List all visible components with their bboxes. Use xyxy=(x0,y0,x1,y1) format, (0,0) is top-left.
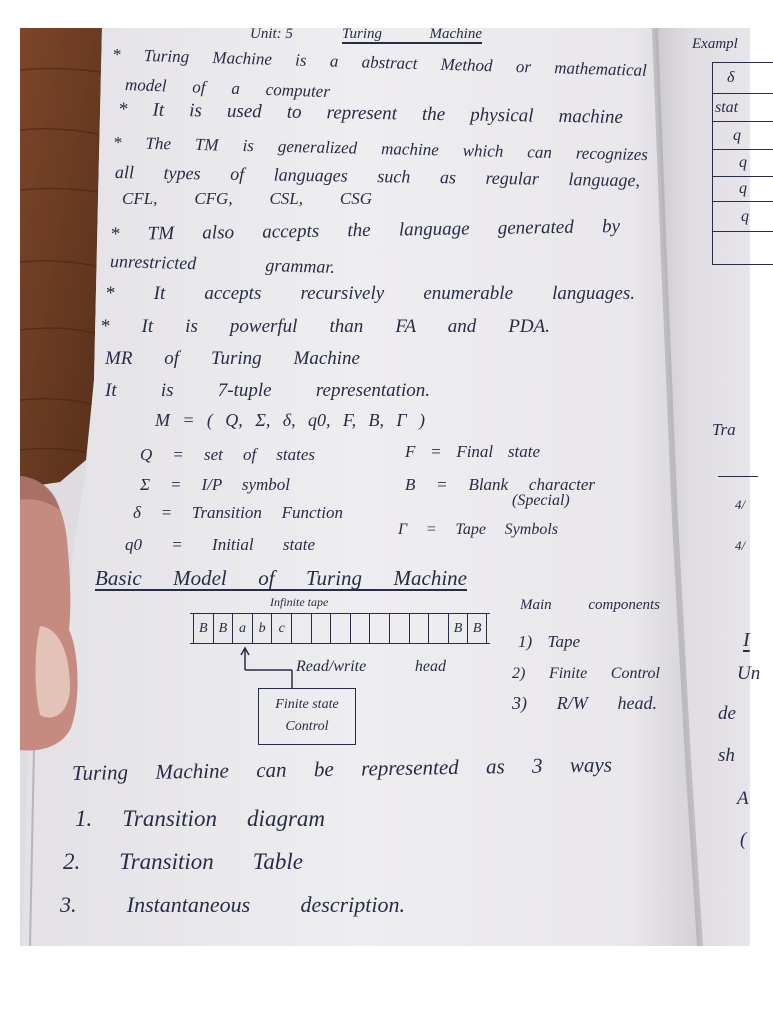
note-line: * TM also accepts the language generated by xyxy=(109,215,621,245)
right-page-line: ( xyxy=(740,829,747,850)
definition-states: Q = set of states xyxy=(140,445,315,464)
component-finite-control: 2) Finite Control xyxy=(512,665,660,682)
definition-transition-function: δ = Transition Function xyxy=(133,503,343,522)
read-write-head-arrow xyxy=(240,645,300,691)
way-item: 2. Transition Table xyxy=(63,849,303,874)
table-row: q xyxy=(713,177,773,202)
tape-cell xyxy=(330,614,350,643)
right-page-line: Un xyxy=(737,663,761,684)
note-line: * It accepts recursively enumerable languages. xyxy=(105,283,635,304)
wooden-table xyxy=(20,28,102,488)
definition-initial-state: q0 = Initial state xyxy=(125,535,315,554)
ways-title: Turing Machine can be represented as 3 ways xyxy=(71,752,613,785)
read-write-head-label: Read/write head xyxy=(296,658,446,675)
table-header: δ xyxy=(713,63,773,94)
note-line: all types of languages such as regular language, xyxy=(114,162,641,191)
tape-cell xyxy=(291,614,311,643)
right-page-heading: I xyxy=(743,629,750,651)
control-label-line1: Finite state xyxy=(275,697,339,712)
tape-cell: B xyxy=(193,614,213,643)
tape-cell: B xyxy=(467,614,487,643)
note-line: CFL, CFG, CSL, CSG xyxy=(122,189,372,208)
tuple-intro: It is 7-tuple representation. xyxy=(105,380,430,401)
note-line: model of a computer xyxy=(124,75,331,102)
way-item: 3. Instantaneous description. xyxy=(60,892,405,917)
right-page-line: sh xyxy=(718,745,735,766)
tape-label: Infinite tape xyxy=(270,595,329,609)
table-column-label: stat xyxy=(713,94,773,122)
tape-cell: B xyxy=(213,614,233,643)
tape-cell xyxy=(311,614,331,643)
definition-tape-symbols: Γ = Tape Symbols xyxy=(398,521,558,538)
definition-blank: B = Blank character xyxy=(405,475,595,494)
component-rw-head: 3) R/W head. xyxy=(512,693,657,713)
right-page-section: Tra xyxy=(712,420,736,439)
right-page-line: A xyxy=(737,788,749,809)
table-row: q xyxy=(713,202,773,232)
basic-model-heading: Basic Model of Turing Machine xyxy=(95,566,467,590)
tape-cell xyxy=(409,614,429,643)
tape-cell xyxy=(369,614,389,643)
note-line: * It is used to represent the physical machine xyxy=(117,99,624,128)
right-page-entry: 4/ xyxy=(735,497,746,512)
right-page-title: Exampl xyxy=(692,36,738,52)
tape-cell: c xyxy=(271,614,291,643)
definition-blank-note: (Special) xyxy=(512,492,570,509)
note-line: * It is powerful than FA and PDA. xyxy=(100,316,550,337)
tuple-formula: M = ( Q, Σ, δ, q0, F, B, Γ ) xyxy=(155,410,425,430)
components-title: Main components xyxy=(520,597,660,613)
tape-cell xyxy=(428,614,448,643)
control-label-line2: Control xyxy=(285,719,329,734)
right-page-entry: 4/ xyxy=(735,538,746,553)
table-row: q xyxy=(713,150,773,177)
page-title: Turing Machine xyxy=(342,26,482,42)
definition-final-state: F = Final state xyxy=(405,442,540,461)
note-line: unrestricted grammar. xyxy=(109,251,336,277)
component-tape: 1) Tape xyxy=(518,632,580,651)
tuple-heading: MR of Turing Machine xyxy=(105,348,360,369)
tape-cell: B xyxy=(448,614,468,643)
right-page-line: de xyxy=(718,703,736,724)
right-page-table xyxy=(712,62,773,265)
table-row: q xyxy=(713,122,773,150)
tape-cell xyxy=(350,614,370,643)
finite-state-control-box xyxy=(258,688,356,745)
tape-cell: a xyxy=(232,614,252,643)
definition-input-symbol: Σ = I/P symbol xyxy=(140,475,290,494)
right-page-rule xyxy=(718,476,758,477)
table-row-empty xyxy=(713,232,773,265)
note-line: * The TM is generalized machine which can recognizes xyxy=(112,133,649,165)
note-line: * Turing Machine is a abstract Method or mathematical xyxy=(111,45,648,80)
tape-cell xyxy=(389,614,409,643)
infinite-tape xyxy=(190,613,490,644)
tape-cell: b xyxy=(252,614,272,643)
unit-label: Unit: 5 xyxy=(250,26,293,42)
way-item: 1. Transition diagram xyxy=(75,806,325,831)
